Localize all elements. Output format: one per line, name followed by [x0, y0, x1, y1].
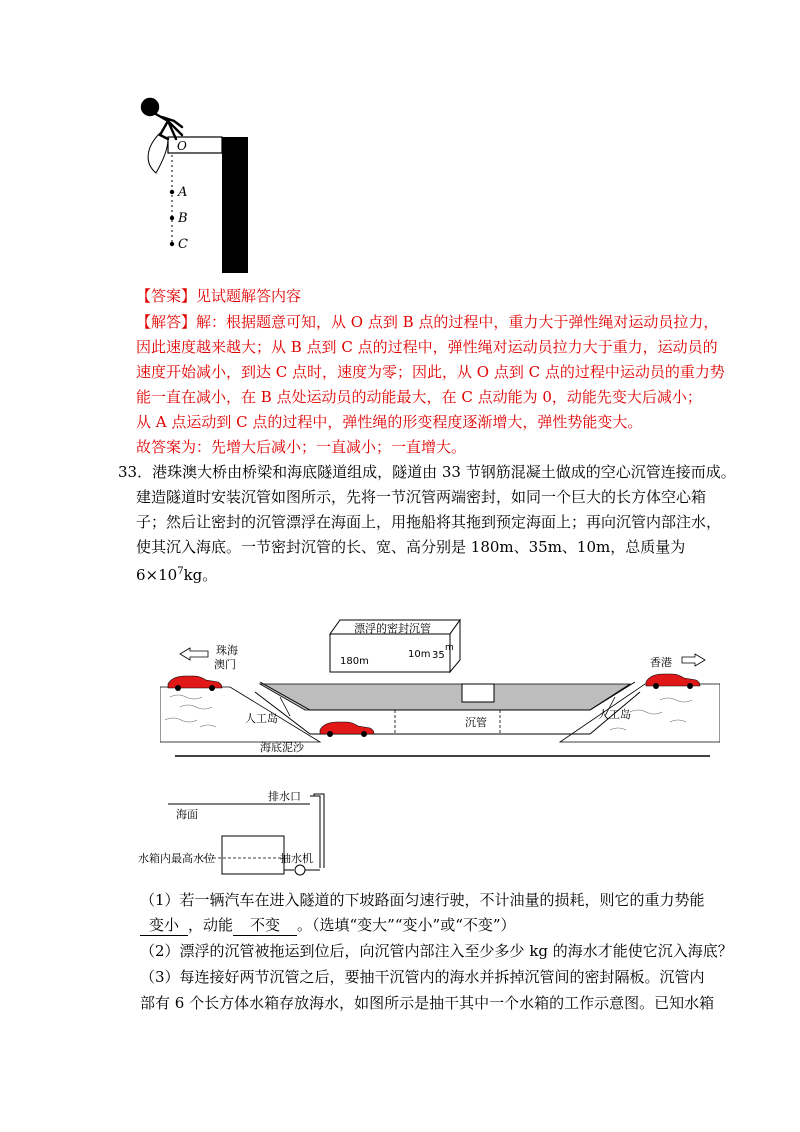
- box-width-unit: m: [445, 643, 454, 653]
- point-b: [170, 216, 174, 220]
- sea-label: 海面: [176, 808, 198, 821]
- sub-question-2: （2）漂浮的沉管被拖运到位后，向沉管内部注入至少多少 kg 的海水才能使它沉入海底？: [140, 942, 733, 960]
- tower-block: [222, 137, 248, 273]
- blank-potential-energy: 变小: [140, 915, 188, 936]
- solution-line-5: 从 A 点运动到 C 点的过程中，弹性绳的形变程度逐渐增大，弹性势能变大。: [136, 413, 643, 431]
- solution-line-3: 速度开始减小，到达 C 点时，速度为零；因此，从 O 点到 C 点的过程中运动员的重力势: [136, 363, 725, 381]
- solution-tag: 【解答】: [136, 313, 197, 331]
- island-left-label: 人工岛: [245, 712, 278, 725]
- jumper-icon: [142, 99, 182, 139]
- floating-tube-small: [462, 684, 494, 702]
- max-level-label: 水箱内最高水位: [138, 852, 215, 865]
- car-tunnel-icon: [320, 722, 374, 737]
- blank-kinetic-energy: 不变: [233, 915, 297, 936]
- box-length: 180m: [340, 656, 369, 667]
- tube-label: 沉管: [465, 716, 487, 729]
- label-b: B: [178, 211, 188, 226]
- pump-label: 抽水机: [280, 852, 313, 865]
- solution-line-4: 能一直在减小，在 B 点处运动员的动能最大，在 C 点动能为 0，动能先变大后减小；: [136, 388, 702, 406]
- question-33-line-2: 建造隧道时安装沉管如图所示，先将一节沉管两端密封，如同一个巨大的长方体空心箱: [136, 488, 707, 506]
- box-width: 35: [432, 650, 445, 661]
- point-a: [170, 190, 174, 194]
- sub-question-1: （1）若一辆汽车在进入隧道的下坡路面匀速行驶，不计油量的损耗，则它的重力势能: [140, 891, 705, 909]
- tank-figure: [138, 788, 338, 880]
- question-33-mass: $6\times 10^7kg$。: [136, 566, 218, 584]
- answer-line: [136, 286, 301, 306]
- sub-question-3-line-1: （3）每连接好两节沉管之后，要抽干沉管内的海水并拆掉沉管间的密封隔板。沉管内: [140, 968, 705, 986]
- water-tank: [222, 836, 284, 874]
- place-hongkong: 香港: [650, 656, 672, 669]
- place-macau: 澳门: [214, 658, 236, 671]
- label-o: O: [177, 139, 187, 153]
- question-number: 33．: [118, 463, 153, 481]
- answer-tag: 【答案】: [136, 287, 197, 305]
- question-33-line-4: 使其沉入海底。一节密封沉管的长、宽、高分别是 180m、35m、10m，总质量为: [136, 538, 686, 556]
- label-c: C: [178, 237, 188, 252]
- tunnel-figure: [160, 612, 720, 762]
- sea-water: [260, 684, 630, 710]
- question-33-line-1: 33．港珠澳大桥由桥梁和海底隧道组成，隧道由 33 节钢筋混凝土做成的空心沉管连接而成。: [118, 463, 736, 481]
- outlet-label: 排水口: [268, 790, 301, 803]
- sub-question-3-line-2: 部有 6 个长方体水箱存放海水，如图所示是抽干其中一个水箱的工作示意图。已知水箱: [140, 994, 715, 1012]
- pump-icon: [295, 865, 305, 875]
- box-title: 漂浮的密封沉管: [354, 622, 431, 635]
- solution-line-6: 故答案为：先增大后减小；一直减小；一直增大。: [136, 438, 467, 456]
- solution-line-1: 【解答】解：根据题意可知，从 O 点到 B 点的过程中，重力大于弹性绳对运动员拉力，: [136, 313, 719, 331]
- solution-line-2: 因此速度越来越大；从 B 点到 C 点的过程中，弹性绳对运动员拉力大于重力，运动员的: [136, 338, 718, 356]
- answer-text: 见试题解答内容: [196, 287, 302, 305]
- point-c: [170, 242, 174, 246]
- question-33-line-3: 子；然后让密封的沉管漂浮在海面上，用拖船将其拖到预定海面上；再向沉管内部注水，: [136, 513, 722, 531]
- bungee-cord: [148, 133, 168, 173]
- arrow-right-icon: [682, 654, 705, 666]
- island-right-label: 人工岛: [598, 708, 631, 721]
- box-height: 10m: [408, 649, 431, 660]
- seabed-label: 海底泥沙: [260, 741, 304, 754]
- label-a: A: [178, 185, 188, 200]
- bungee-figure: [138, 95, 258, 275]
- arrow-left-icon: [180, 648, 208, 660]
- place-zhuhai: 珠海: [216, 644, 238, 657]
- sub-question-1-answer: 变小 ，动能 不变 。（选填“变大”“变小”或“不变”）: [140, 915, 516, 936]
